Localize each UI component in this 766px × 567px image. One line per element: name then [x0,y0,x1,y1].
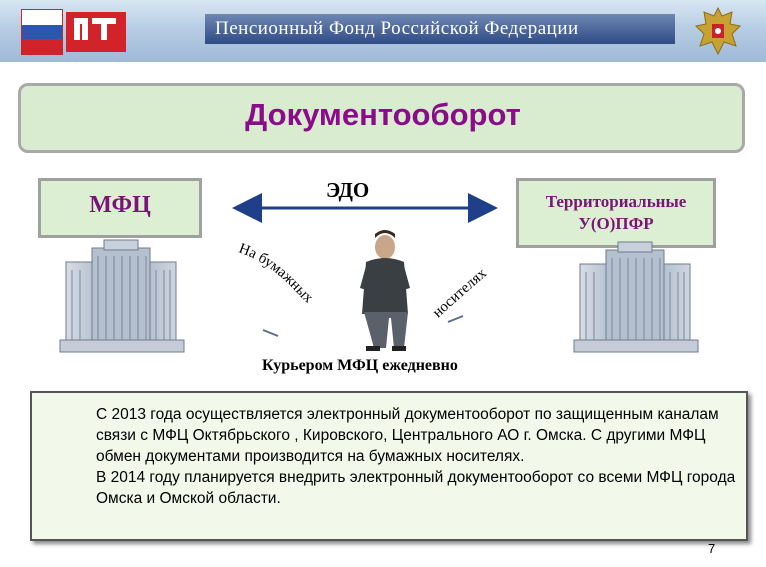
pfr-node-label-line2: У(О)ПФР [578,214,654,233]
mfc-building-icon [60,240,184,352]
pfr-node-label-line1: Территориальные [545,192,687,211]
mfc-node-label: МФЦ [89,192,151,218]
paper-label-right: носителях [429,265,490,322]
courier-caption: Курьером МФЦ ежедневно [262,357,458,374]
paper-route-mark-right [448,316,463,322]
paper-label-left: На бумажных [236,240,316,307]
info-paragraph-2: В 2014 году планируется внедрить электронный документооборот со всеми МФЦ города Омска и Омской области. [96,469,736,507]
info-text [30,404,750,509]
banner-title: Пенсионный Фонд Российской Федерации [215,18,579,39]
paper-route-mark-left [263,330,278,336]
pfr-building-icon [574,242,698,352]
edo-label: ЭДО [326,178,370,202]
courier-person-icon [360,230,410,351]
info-paragraph-1: С 2013 года осуществляется электронный документооборот по защищенным каналам связи с МФЦ Октябрьского , Кировского, Центрального АО г. Омска. С другими МФЦ обмен документами производится на бумажных носителях. [96,406,719,465]
page-number: 7 [708,541,716,556]
slide-title: Документооборот [245,97,521,132]
